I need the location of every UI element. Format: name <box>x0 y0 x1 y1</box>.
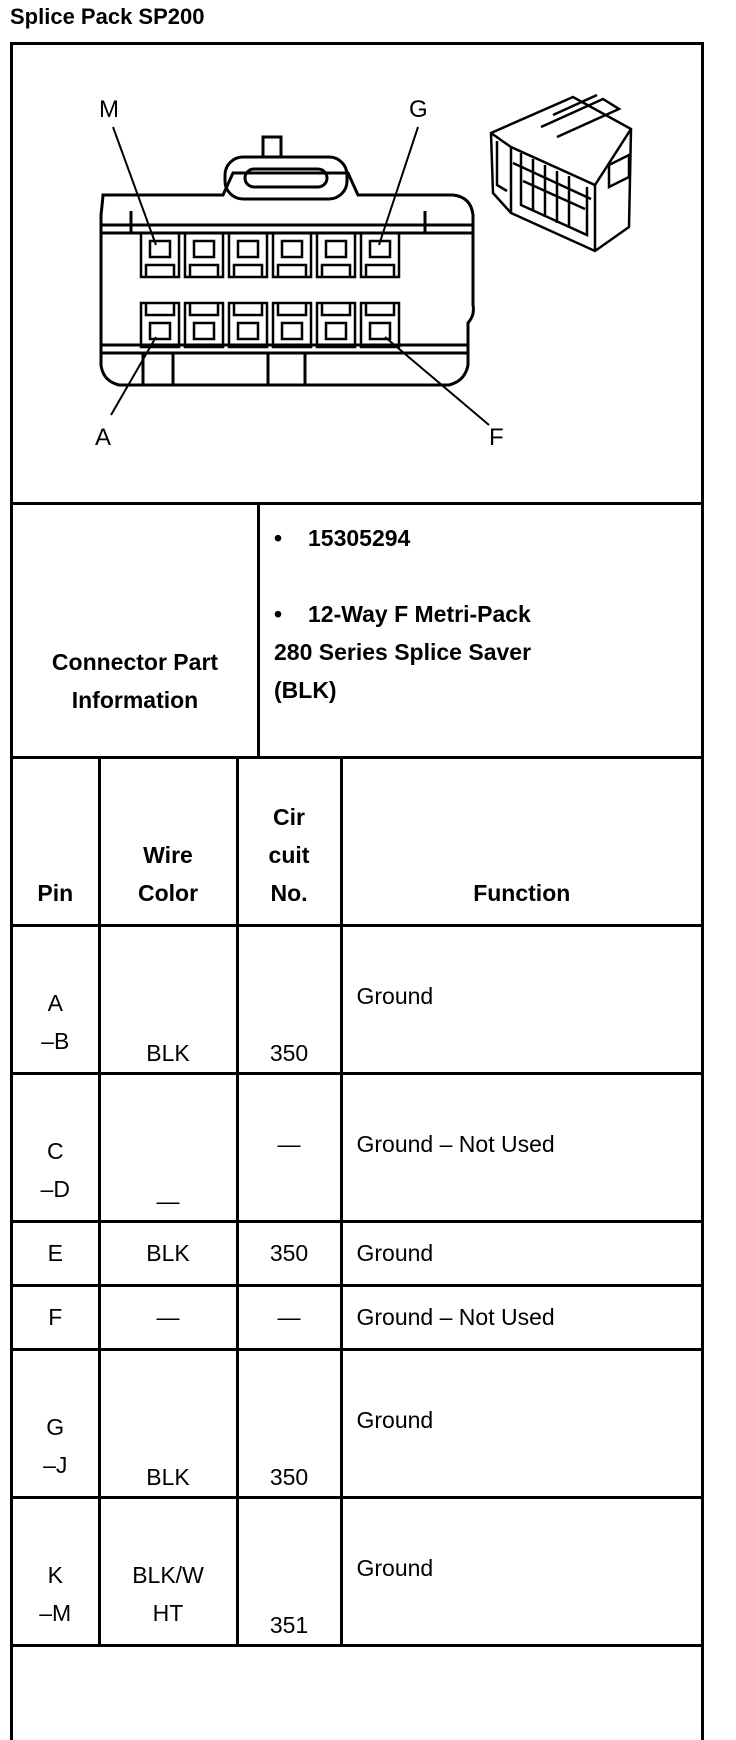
function-cell: Ground <box>341 925 701 1073</box>
leader-f <box>385 337 489 425</box>
wire-color-cell: BLK <box>99 1221 237 1285</box>
description-line1: 12-Way F Metri-Pack <box>308 601 531 627</box>
pin-cell: F <box>13 1285 99 1349</box>
connector-info-label-line1: Connector Part <box>51 648 219 675</box>
pinout-header-row <box>13 759 701 925</box>
connector-info-label-line2: Information <box>71 686 199 713</box>
description-item <box>274 595 687 709</box>
label-g: G <box>409 96 428 123</box>
latch-tab <box>263 137 281 157</box>
label-m: M <box>99 96 119 123</box>
description-line2: 280 Series Splice Saver <box>274 639 532 665</box>
wire-color-cell: BLK <box>99 1349 237 1497</box>
pinout-table <box>13 759 701 1647</box>
top-row-cavities <box>141 233 399 277</box>
header-pin: Pin <box>13 759 99 925</box>
connector-3d-view <box>491 95 631 251</box>
leader-m <box>113 127 156 245</box>
circuit-cell: 350 <box>237 1349 341 1497</box>
connector-info-label <box>13 505 260 756</box>
circuit-cell: 350 <box>237 1221 341 1285</box>
table-row <box>13 1349 701 1497</box>
table-row <box>13 1221 701 1285</box>
leader-g <box>379 127 418 245</box>
pin-cell: E <box>13 1221 99 1285</box>
wire-color-cell: — <box>99 1073 237 1221</box>
function-cell: Ground <box>341 1221 701 1285</box>
table-row <box>13 925 701 1073</box>
circuit-cell: 350 <box>237 925 341 1073</box>
description-line3: (BLK) <box>274 677 337 703</box>
function-cell: Ground – Not Used <box>341 1285 701 1349</box>
circuit-cell: 351 <box>237 1497 341 1645</box>
header-function: Function <box>341 759 701 925</box>
circuit-cell: — <box>237 1285 341 1349</box>
connector-info-row <box>13 505 701 759</box>
table-row <box>13 1073 701 1221</box>
pin-cell: C –D <box>13 1073 99 1221</box>
circuit-cell: — <box>237 1073 341 1221</box>
wire-color-cell: BLK/W HT <box>99 1497 237 1645</box>
table-row <box>13 1285 701 1349</box>
wire-color-cell: — <box>99 1285 237 1349</box>
part-number: 15305294 <box>308 525 411 551</box>
pin-cell: K –M <box>13 1497 99 1645</box>
function-cell: Ground <box>341 1349 701 1497</box>
label-a: A <box>95 424 112 451</box>
bottom-row-cavities <box>141 303 399 347</box>
bullet-icon: • <box>274 525 283 551</box>
pin-cell: G –J <box>13 1349 99 1497</box>
connector-sheet <box>10 42 704 1740</box>
function-cell: Ground – Not Used <box>341 1073 701 1221</box>
header-wire-color: Wire Color <box>99 759 237 925</box>
header-circuit-no: Cir cuit No. <box>237 759 341 925</box>
label-f: F <box>489 424 504 451</box>
function-cell: Ground <box>341 1497 701 1645</box>
connector-info-details <box>260 505 701 756</box>
table-row <box>13 1497 701 1645</box>
part-number-item <box>274 519 687 557</box>
connector-face-drawing <box>13 45 701 502</box>
page-title: Splice Pack SP200 <box>10 4 205 29</box>
bullet-icon: • <box>274 601 283 627</box>
leader-a <box>111 337 156 415</box>
connector-diagram <box>13 45 701 505</box>
pin-cell: A –B <box>13 925 99 1073</box>
latch-housing <box>225 157 347 199</box>
wire-color-cell: BLK <box>99 925 237 1073</box>
